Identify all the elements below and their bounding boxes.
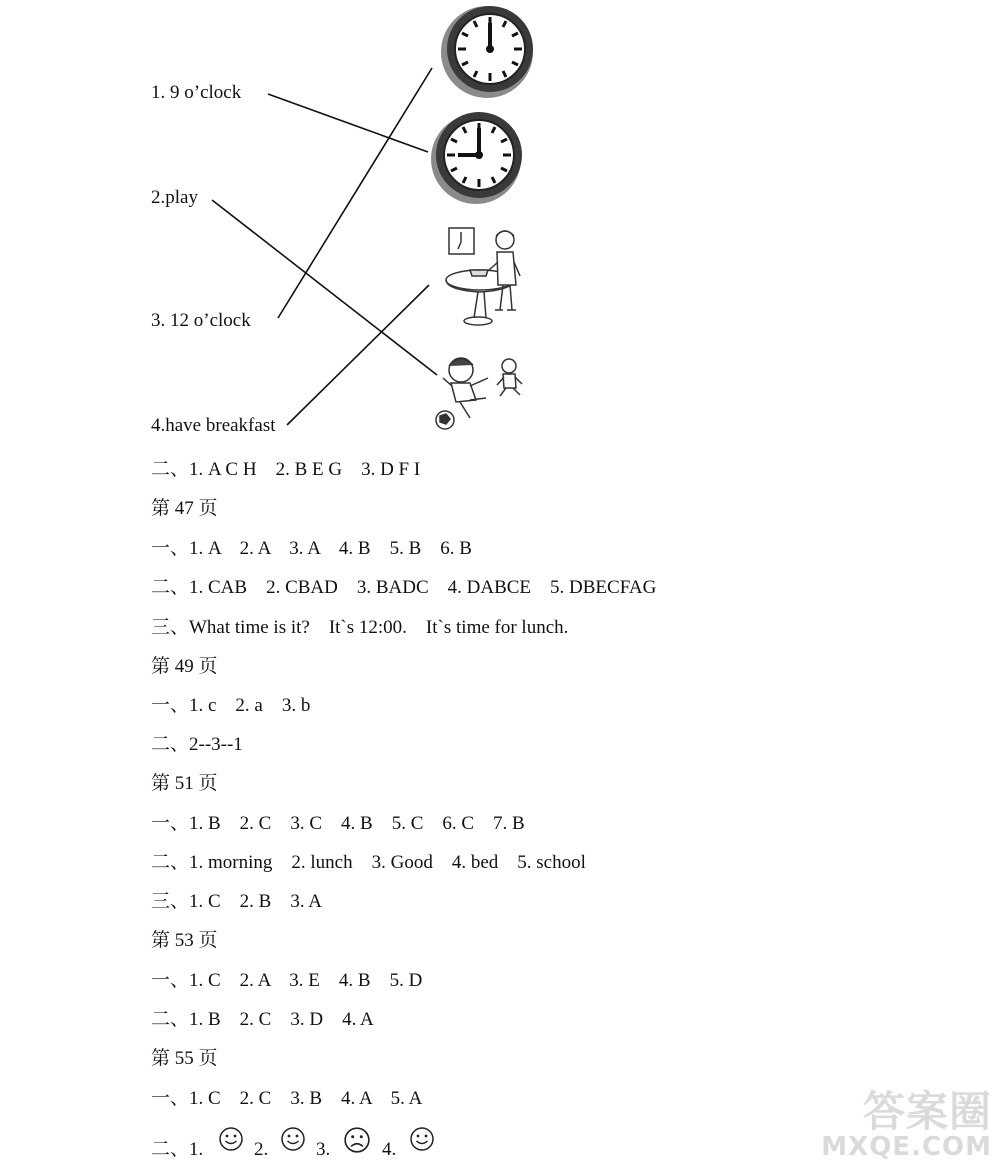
watermark-title: 答案圈 — [862, 1087, 992, 1137]
page-heading: 第 49 页 — [151, 656, 218, 677]
match-line-1 — [268, 94, 428, 152]
page-heading: 第 53 页 — [151, 930, 218, 951]
answer-line: 三、What time is it? It`s 12:00. It`s time for lunch. — [151, 617, 569, 638]
sad-face-icon — [343, 1126, 371, 1154]
match-line-2 — [212, 200, 437, 375]
face-row-number: 3. — [316, 1139, 331, 1160]
answer-line: 二、2--3--1 — [151, 734, 243, 755]
clock-12-icon — [441, 6, 533, 98]
answer-line: 一、1. B 2. C 3. C 4. B 5. C 6. C 7. B — [151, 813, 525, 834]
matching-illustration — [0, 0, 1000, 440]
face-row-number: 4. — [382, 1139, 397, 1160]
page-heading: 第 51 页 — [151, 773, 218, 794]
answer-line: 二、1. morning 2. lunch 3. Good 4. bed 5. school — [151, 852, 586, 873]
answer-line: 一、1. C 2. A 3. E 4. B 5. D — [151, 970, 423, 991]
match-line-4 — [287, 285, 429, 425]
face-row-number: 2. — [254, 1139, 269, 1160]
happy-face-icon — [218, 1126, 244, 1152]
match-item-4: 4.have breakfast — [151, 415, 276, 436]
face-row-prefix: 二、1. — [151, 1139, 204, 1160]
answer-line: 一、1. A 2. A 3. A 4. B 5. B 6. B — [151, 538, 472, 559]
clock-9-icon — [431, 112, 522, 204]
answer-line: 一、1. c 2. a 3. b — [151, 695, 311, 716]
answer-line: 二、1. A C H 2. B E G 3. D F I — [151, 459, 421, 480]
playing-football-icon — [436, 358, 522, 429]
match-item-3: 3. 12 o’clock — [151, 310, 251, 331]
answer-line: 三、1. C 2. B 3. A — [151, 891, 323, 912]
answer-line: 二、1. B 2. C 3. D 4. A — [151, 1009, 374, 1030]
match-item-1: 1. 9 o’clock — [151, 82, 242, 103]
answer-line: 一、1. C 2. C 3. B 4. A 5. A — [151, 1088, 423, 1109]
answer-line: 二、1. CAB 2. CBAD 3. BADC 4. DABCE 5. DBECFAG — [151, 577, 657, 598]
match-item-2: 2.play — [151, 187, 198, 208]
watermark — [821, 1087, 992, 1163]
watermark-domain: MXQE.COM — [821, 1132, 992, 1163]
happy-face-icon — [409, 1126, 435, 1152]
breakfast-scene-icon — [446, 228, 520, 325]
page-heading: 第 47 页 — [151, 498, 218, 519]
happy-face-icon — [280, 1126, 306, 1152]
page-heading: 第 55 页 — [151, 1048, 218, 1069]
